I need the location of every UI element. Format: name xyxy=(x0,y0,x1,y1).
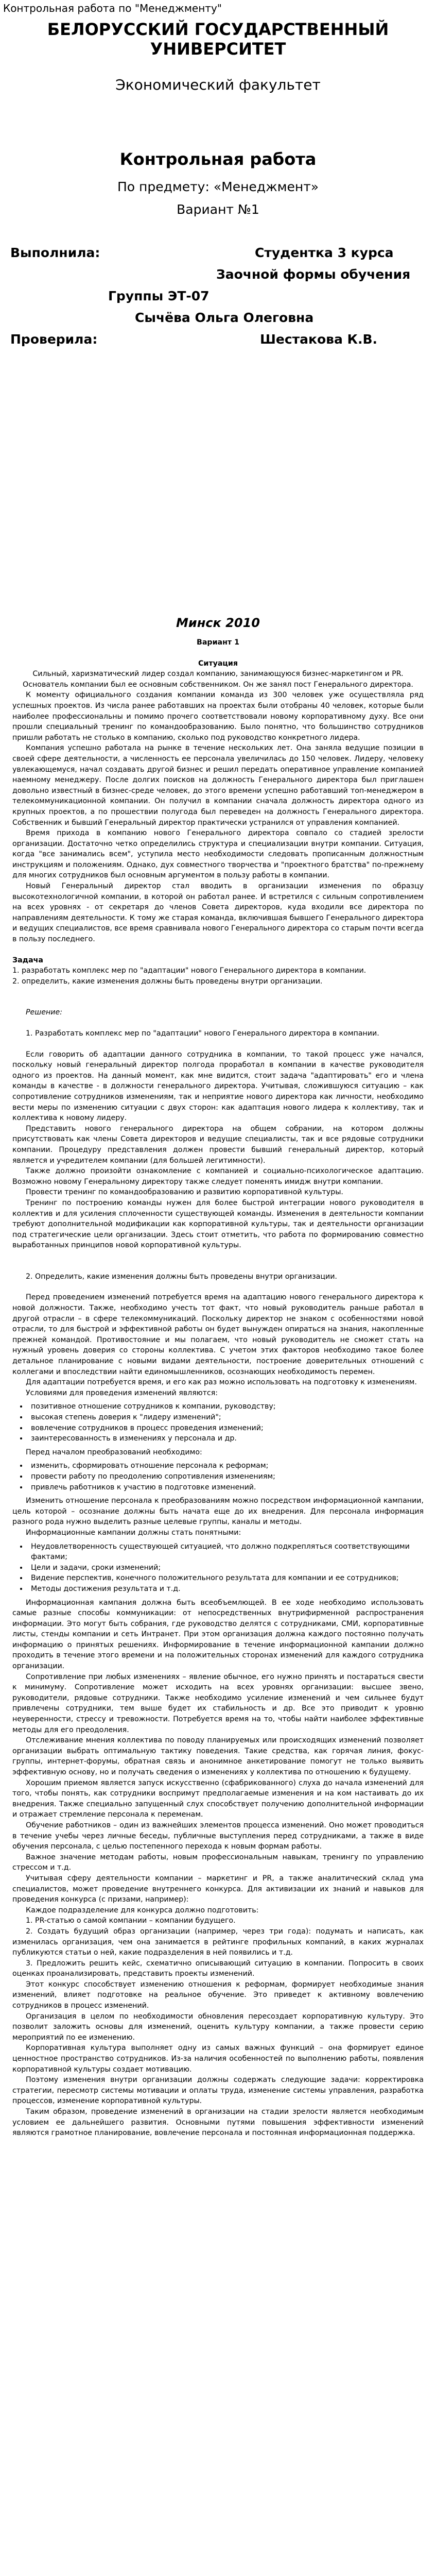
list-item: • Цели и задачи, сроки изменений; xyxy=(28,1563,424,1573)
closing-paragraph: Организация в целом по необходимости обновления пересоздает корпоративную культуру. Это позволит заложить основы для изменений, оценить культуру компании, а также провести серию мероприятий по ее изменению. xyxy=(12,2012,424,2042)
student-group: Группы ЭТ-07 xyxy=(108,289,210,303)
conditions-intro: Условиями для проведения изменений являются: xyxy=(26,1388,218,1397)
info-list xyxy=(28,1541,424,1595)
performed-label: Выполнила: xyxy=(10,245,100,260)
answer2-paragraph: Обучение работников – один из важнейших элементов процесса изменений. Оно может проводиться в течение учебы через личные беседы, публичные выступления перед сотрудниками, а также в виде обучения персонала, с целью постепенного перехода к новым формам работы. xyxy=(12,1821,424,1851)
contest-item: 1. PR-статью о самой компании – компании будущего. xyxy=(26,1917,236,1925)
document-body xyxy=(0,616,436,2139)
contest-item: 3. Предложить решить кейс, схематично описывающий ситуацию в компании. Попросить в своих оценках проанализировать, представить проекты изменений. xyxy=(12,1959,424,1978)
list-item: • Неудовлетворенность существующей ситуацией, что должно подкрепляться соответствующими фактами; xyxy=(28,1541,424,1563)
list-item: • Видение перспектив, конечного положительного результата для компании и ее сотрудников; xyxy=(28,1573,424,1584)
list-item: • заинтересованность в изменениях у персонала и др. xyxy=(28,1433,424,1444)
list-item: • изменить, сформировать отношение персонала к реформам; xyxy=(28,1461,424,1471)
answer2-paragraph: Важное значение методам работы, новым профессиональным навыкам, тренингу по управлению стрессом и т.д. xyxy=(12,1853,424,1872)
intro-paragraph: Компания успешно работала на рынке в течение нескольких лет. Она заняла ведущие позиции в своей сфере деятельности, а численность ее персонала увеличилась до 150 человек. Лидеру, человеку увлекающемуся, начал создавать другой бизнес и решил передать оперативное управление компанией наемному менеджеру. После долгих поисков на должность Генерального директора был приглашен довольно известный в бизнес-среде человек, до этого времени успешно работавший топ-менеджером в телекоммуникационной компании. Он получил в компании сначала должность директора одного из крупных проектов, а по прошествии полугода был переведен на должность Генерального директора. Собственник и бывший Генеральный директор практически устранился от управления компанией. xyxy=(12,744,424,827)
answer2-paragraph: Хорошим приемом является запуск искусственно (сфабрикованного) слуха до начала изменений для того, чтобы понять, как сотрудники воспримут предполагаемые изменения и на ком настаивать до их внедрения. Также специально запущенный слух способствует получению дополнительной информации и отражает стремление персонала к переменам. xyxy=(12,1778,424,1819)
student-name: Сычёва Ольга Олеговна xyxy=(135,310,314,325)
answer2-title: 2. Определить, какие изменения должны быть проведены внутри организации. xyxy=(26,1272,337,1281)
answer2-paragraph: Учитывая сферу деятельности компании – маркетинг и PR, а также аналитический склад ума специалистов, может проведение внутреннего конкурса. Для активизации их знаний и навыков для проведения конкурса (с призами, например): xyxy=(12,1874,424,1904)
study-form: Заочной формы обучения xyxy=(216,267,411,282)
before-intro: Перед началом преобразований необходимо: xyxy=(26,1448,202,1456)
university-name: БЕЛОРУССКИЙ ГОСУДАРСТВЕННЫЙ УНИВЕРСИТЕТ xyxy=(47,20,389,59)
info-paragraph: Информационные кампании должны стать понятными: xyxy=(26,1528,241,1537)
answer1-paragraph: Также должно произойти ознакомление с компанией и социально-психологическое адаптацию. Возможно новому Генеральному директору также следует поменять имидж внутри компании. xyxy=(12,1167,424,1186)
situation-title: Ситуация xyxy=(198,659,238,668)
closing-paragraph: Корпоративная культура выполняет одну из самых важных функций – она формирует единое ценностное пространство сотрудников. Из-за наличия особенностей по выполнению работы, появления корпоративной культуры создает мотивацию. xyxy=(12,2044,424,2074)
conditions-list xyxy=(28,1401,424,1444)
intro-paragraph: Новый Генеральный директор стал вводить в организации изменения по образцу высокотехнологичной компании, в которой он работал ранее. И встретился с сильным сопротивлением на всех уровнях - от секретаря до членов Совета директоров, куда входили все директора по направлениям деятельности. К тому же старая команда, включившая бывшего Генерального директора и ведущих специалистов, все время сравнивала нового Генерального директора со старым почти всегда в пользу последнего. xyxy=(12,882,424,944)
answer1-paragraph: Представить нового генерального директора на общем собрании, на котором должны присутствовать как члены Совета директоров и ведущие специалисты, так и все рядовые сотрудники компании. Процедуру представления должен провести бывший генеральный директор, который является и учредителем компании (для большей легитимности). xyxy=(12,1124,424,1165)
task-item: 2. определить, какие изменения должны быть проведены внутри организации. xyxy=(12,977,323,986)
solution-label: Решение: xyxy=(26,1008,62,1017)
list-item: • Методы достижения результата и т.д. xyxy=(28,1584,424,1595)
list-item: • провести работу по преодолению сопротивления изменениям; xyxy=(28,1471,424,1482)
variant-small: Вариант 1 xyxy=(197,638,239,647)
before-list xyxy=(28,1461,424,1493)
answer1-paragraph: Провести тренинг по командообразованию и развитию корпоративной культуры. xyxy=(26,1188,343,1197)
answer1-paragraph: Если говорить об адаптации данного сотрудника в компании, то такой процесс уже начался, поскольку новый генеральный директор полгода проработал в компании в качестве руководителя одного из проектов. На данный момент, как мне видится, стоит задача "адаптировать" его и члена команды в качестве - в должности генерального директора. Учитывая, сложившуюся ситуацию – как сопротивление сотрудников изменениям, так и неприятие нового директора как личности, необходимо вести меры по изменению ситуации с двух сторон: как адаптация нового лидера к коллективу, так и коллектива к новому лидеру. xyxy=(12,1050,424,1123)
closing-paragraph: Поэтому изменения внутри организации должны содержать следующие задачи: корректировка стратегии, пересмотр системы мотивации и оплаты труда, изменение системы управления, разработка процессов, изменение корпоративной культуры. xyxy=(12,2076,424,2106)
task-label: Задача xyxy=(12,956,43,964)
intro-paragraph: Сильный, харизматический лидер создал компанию, занимающуюся бизнес-маркетингом и PR. Основатель компании был ее основным собственником. Он же занял пост Генерального директора. xyxy=(23,670,413,689)
outro-paragraph: Таким образом, проведение изменений в организации на стадии зрелости является необходимым условием ее дальнейшего развития. Основными путями повышения эффективности изменений являются грамотное планирование, вовлечение персонала и постоянная информационная поддержка. xyxy=(12,2108,424,2138)
intro-paragraph: Время прихода в компанию нового Генерального директора совпало со стадией зрелости организации. Достаточно четко определились структура и специализации внутри компании. Ситуация, когда "все занимались всем", уступила место необходимости следовать пропиcанным должностным инструкциям и положениям. Однако, дух совместного творчества и "проектного братства" по-прежнему для многих сотрудников был основным аргументом в пользу работы в компании. xyxy=(12,829,424,880)
answer2-paragraph: Для адаптации потребуется время, и его как раз можно использовать на подготовку к изменениям. xyxy=(26,1378,417,1387)
subject-line: По предмету: «Менеджмент» xyxy=(117,179,319,194)
closing-paragraph: Этот конкурс способствует изменению отношения к реформам, формирует необходимые знания изменений, влияет подготовке на реальное обучение. Это приведет к активному вовлечению сотрудников в процесс изменений. xyxy=(12,1980,424,2010)
faculty-name: Экономический факультет xyxy=(115,76,321,93)
list-item: • позитивное отношение сотрудников к компании, руководству; xyxy=(28,1401,424,1412)
work-title: Контрольная работа xyxy=(119,149,317,169)
answer2-paragraph: Отслеживание мнения коллектива по поводу планируемых или происходящих изменений позволяет организации выбрать оптимальную тактику поведения. Такие средства, как горячая линия, фокус-группы, интернет-форумы, обратная связь и анонимное анкетирование помогут не только выявить эффективную основу, но и получать сведения о изменениях у коллектива по отношению к будущему. xyxy=(12,1736,424,1776)
answer1-title: 1. Разработать комплекс мер по "адаптации" нового Генерального директора в компании. xyxy=(26,1029,379,1038)
answer2-paragraph: Информационная кампания должна быть всеобъемлющей. В ее ходе необходимо использовать самые разные способы коммуникации: от непосредственных внутрифирменной распространения информации. Это могут быть собрания, где руководство делятся с сотрудниками, СМИ, корпоративные листы, стенды компании и сеть Интранет. При этом организация должна каждого постоянно получать информацию о принятых решениях. Информирование в течение информационной кампании должно проходить в течение этого времени и на положительных сторонах изменений для каждого сотрудника организации. xyxy=(12,1598,424,1671)
intro-paragraph: К моменту официального создания компании команда из 300 человек уже осуществляла ряд успешных проектов. Из числа ранее работавших на проектах были отобраны 40 человек, которые были наиболее профессиональны и помимо прочего соответствовали новому корпоративному духу. Все они прошли специальный тренинг по командообразованию. Было понятно, что большинство сотрудников пришли работать не столько в компанию, сколько под руководство конкретного лидера. xyxy=(12,691,424,742)
contest-item: 2. Создать будущий образ организации (например, через три года): подумать и написать, как изменилась организация, чем она занимается в рейтинге профильных компаний, в каких журналах публикуются статьи о ней, какие подразделения в ней появились и т.д. xyxy=(12,1927,424,1957)
task-item: 1. разработать комплекс мер по "адаптации" нового Генерального директора в компании. xyxy=(12,967,367,975)
answer2-paragraph: Перед проведением изменений потребуется время на адаптацию нового генерального директора к новой должности. Также, необходимо учесть тот факт, что новый руководитель раньше работал в другой отрасли – в сфере телекоммуникаций. Поскольку директор не знаком с особенностями новой отрасли, то для быстрой и эффективной работы он будет вынужден опираться на знания, накопленные прежней командой. Противостояние и мы полагаем, что новый руководитель не сможет стать на нужный уровень доверия со стороны коллектива. С учетом этих факторов необходимо такое более детальное планирование с новыми видами деятельности, построение доверительных отношений с коллегами и впоследствии найти единомышленников, осознающих необходимость перемен. xyxy=(12,1293,424,1376)
list-item: • привлечь работников к участию в подготовке изменений. xyxy=(28,1482,424,1493)
variant-line: Вариант №1 xyxy=(177,202,259,217)
contest-intro: Каждое подразделение для конкурса должно подготовить: xyxy=(26,1906,259,1914)
answer2-paragraph: Сопротивление при любых изменениях – явление обычное, его нужно принять и постараться свести к минимуму. Сопротивление может исходить на всех уровнях организации: высшее звено, руководители, рядовые сотрудники. Также необходимо усиление изменений и чем сильнее будут привлечены сотрудники, тем выше будет их стабильность и др. Все это приводит к уровню неуверенности, стрессу и тревожности. Потребуется время на то, чтобы найти наиболее эффективные методы для его преодоления. xyxy=(12,1672,424,1734)
list-item: • высокая степень доверия к "лидеру изменений"; xyxy=(28,1412,424,1423)
checker-name: Шестакова К.В. xyxy=(260,332,378,347)
header-note: Контрольная работа по "Менеджменту" xyxy=(3,2,222,14)
info-paragraph: Изменить отношение персонала к преобразованиям можно посредством информационной кампании, цель которой – осознание должны быть начата еще до их внедрения. Для персонала информация разного рода нужно выделить разные целевые группы, каналы и методы. xyxy=(12,1497,424,1527)
checked-label: Проверила: xyxy=(10,332,98,347)
student-course: Студентка 3 курса xyxy=(255,245,394,260)
answer1-paragraph: Тренинг по построению команды нужен для более быстрой интеграции нового руководителя в коллектив и для усиления сплоченности существующей команды. Изменения в деятельности компании требуют дополнительной модификации как корпоративной культуры, так и деятельности организации под стратегические цели организации. Здесь стоит отметить, что работа по формированию совместно выработанных принципов новой корпоративной культуры. xyxy=(12,1198,424,1250)
city-year: Минск 2010 xyxy=(176,616,260,630)
list-item: • вовлечение сотрудников в процесс проведения изменений; xyxy=(28,1423,424,1434)
